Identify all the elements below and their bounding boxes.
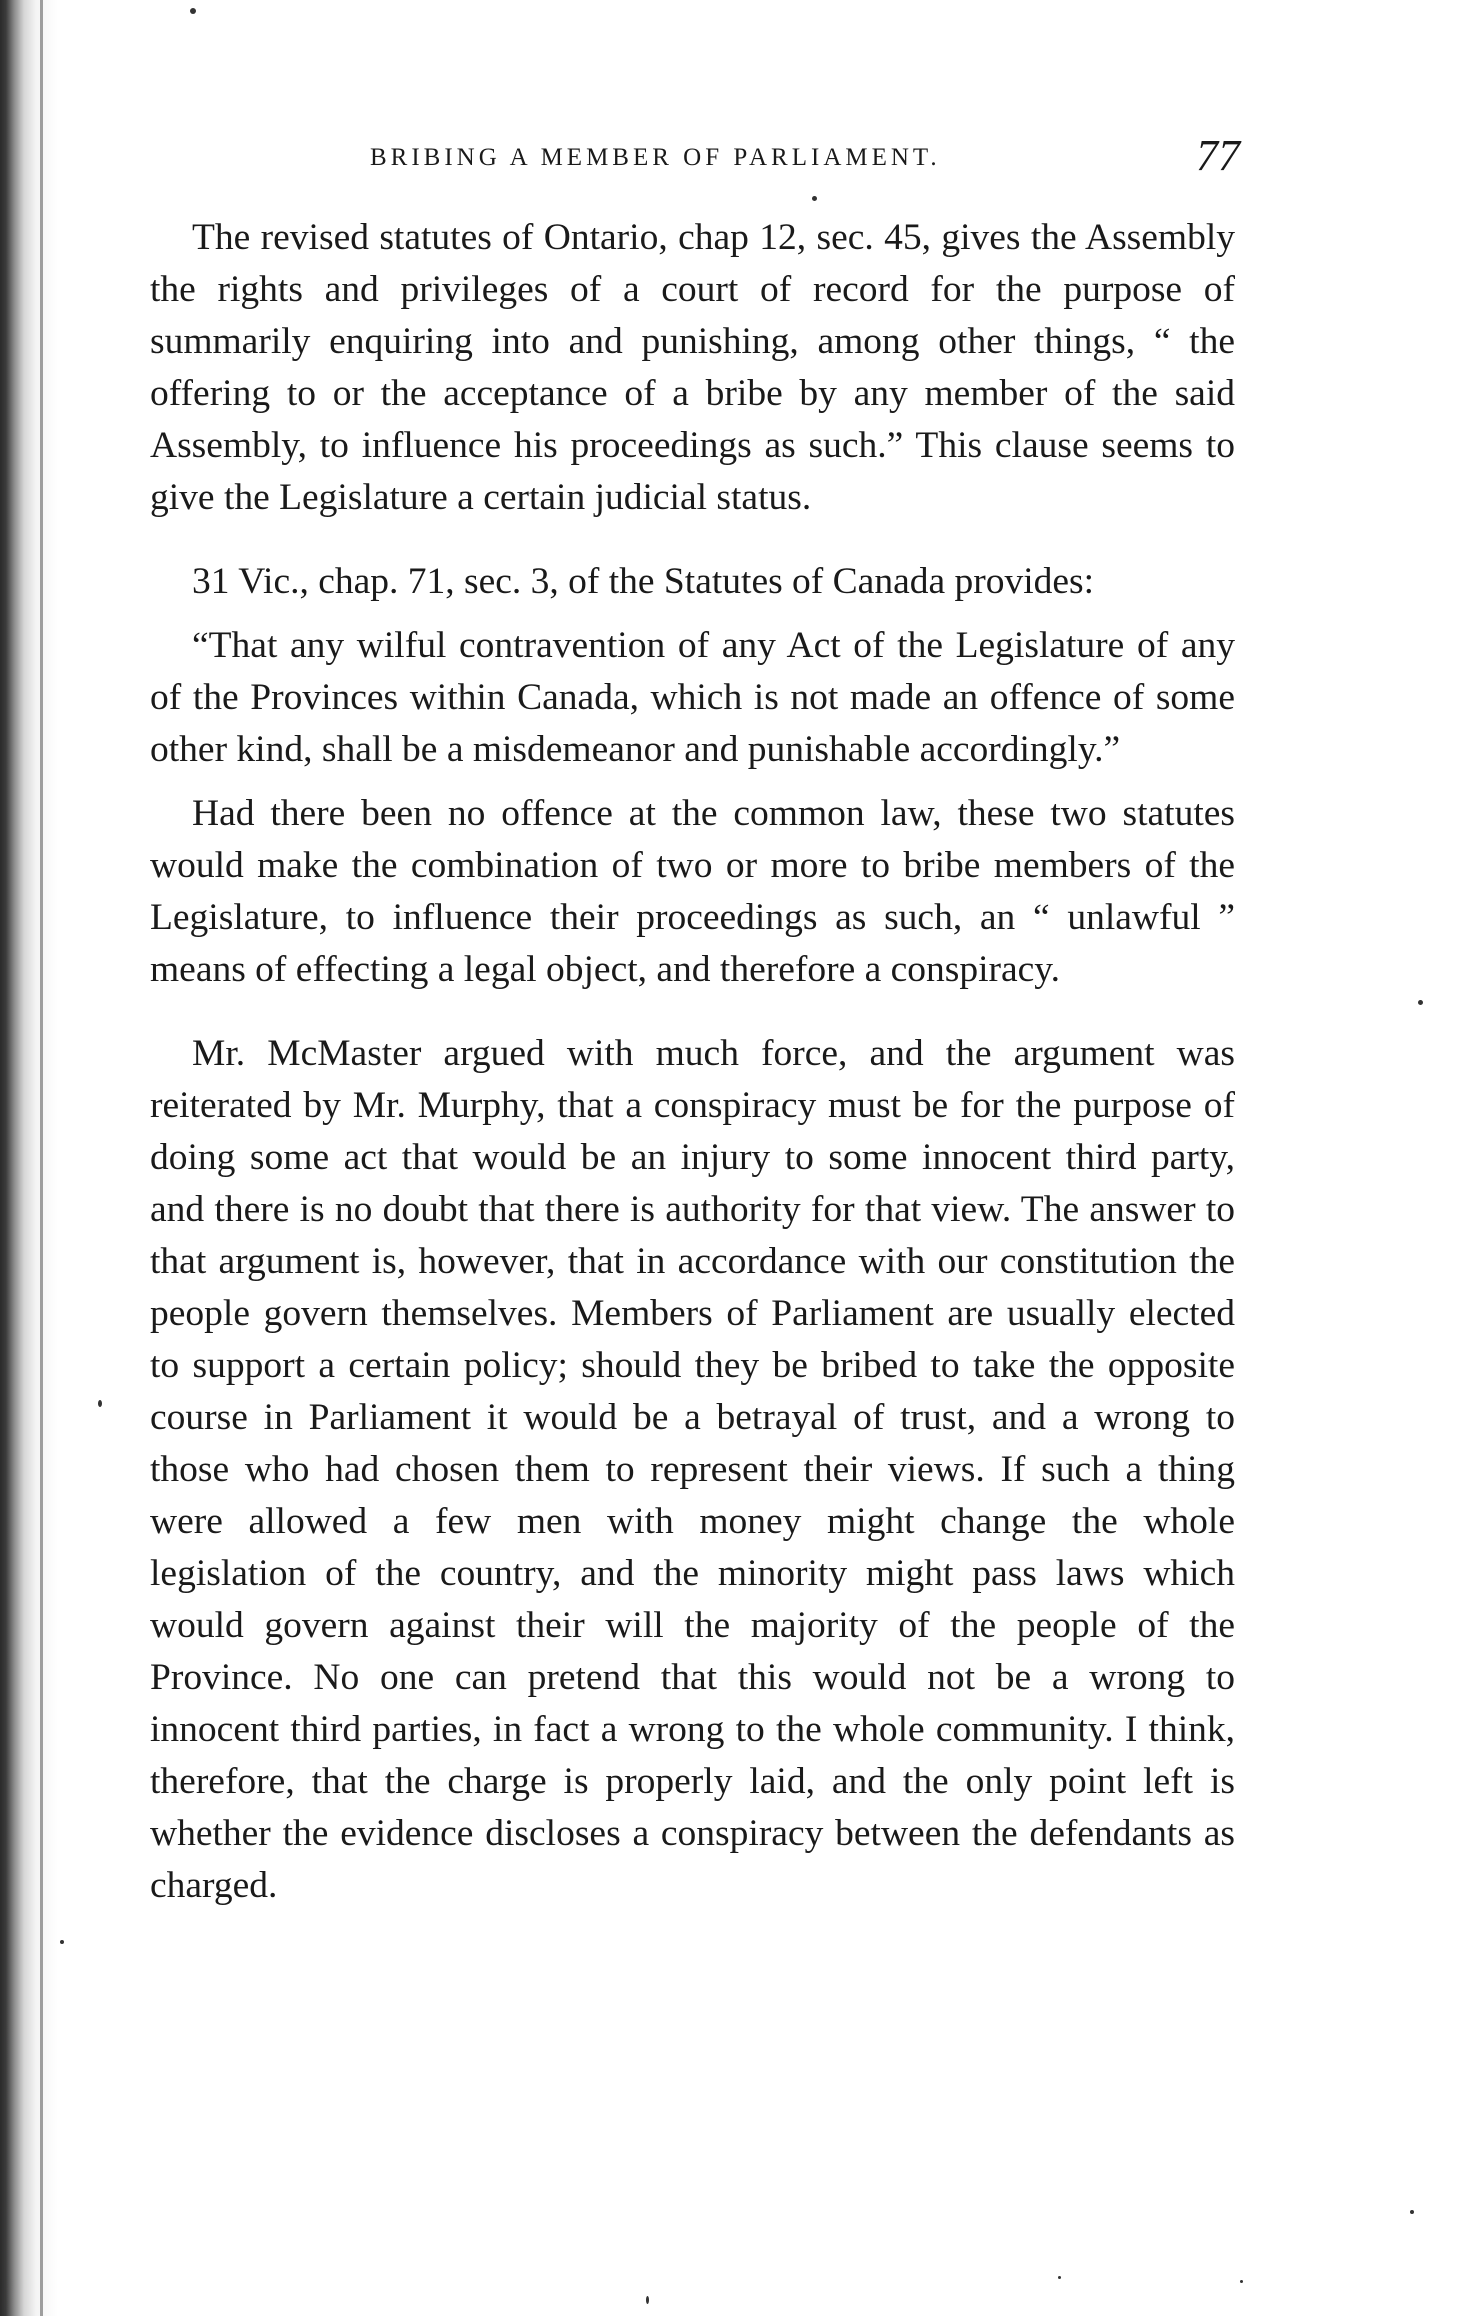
paragraph-ontario-statutes: The revised statutes of Ontario, chap 12, sec. 45, gives the Assembly the rights and privileges of a court of record for the purpose of summarily enquiring into and punishing, among other things, “ the offering to or the acceptance of a bribe by any member of the said Assembly, to influence his proceedings as such.” This clause seems to give the Legislature a certain judicial status. [150, 217, 1235, 518]
scan-speck [1240, 2280, 1243, 2283]
scan-speck [1410, 2210, 1414, 2214]
book-page [140, 100, 1240, 2250]
paragraph-spacer [150, 608, 1235, 620]
paragraph-canada-statute-intro: 31 Vic., chap. 71, sec. 3, of the Statutes of Canada provides: [192, 561, 1095, 602]
paragraph-spacer [150, 524, 1235, 556]
scan-speck [646, 2296, 649, 2304]
paragraph-mcmaster-argument: Mr. McMaster argued with much force, and the argument was reiterated by Mr. Murphy, that a conspiracy must be for the purpose of doing some act that would be an injury to some innocent third party, and there is no doubt that there is authority for that view. The answer to that argument is, however, that in accordance with our constitution the people govern themselves. Members of Parliament are usually elected to support a certain policy; should they be bribed to take the opposite course in Parliament it would be a betrayal of trust, and a wrong to those who had chosen them to represent their views. If such a thing were allowed a few men with money might change the whole legislation of the country, and the minority might pass laws which would govern against their will the majority of the people of the Province. No one can pretend that this would not be a wrong to innocent third parties, in fact a wrong to the whole community. I think, therefore, that the charge is properly laid, and the only point left is whether the evidence discloses a conspiracy between the defendants as charged. [150, 1033, 1235, 1906]
running-head-title: BRIBING A MEMBER OF PARLIAMENT. [370, 144, 941, 171]
scan-speck [190, 8, 196, 14]
running-head [140, 130, 1240, 190]
page-binding-shadow [0, 0, 58, 2316]
scan-speck [98, 1400, 102, 1407]
paragraph-common-law: Had there been no offence at the common law, these two statutes would make the combination of two or more to bribe members of the Legislature, to influence their proceedings as such, an “ unlawful ” means of effecting a legal object, and therefore a conspiracy. [150, 793, 1235, 990]
text-body [150, 212, 1235, 1912]
page-binding-line [40, 0, 43, 2316]
paragraph-statute-quote: “That any wilful contravention of any Act of the Legislature of any of the Provinces within Canada, which is not made an offence of some other kind, shall be a misdemeanor and punishable accordingly.” [150, 625, 1235, 770]
paragraph-spacer [150, 996, 1235, 1028]
paragraph-spacer [150, 776, 1235, 788]
page-number: 77 [1196, 131, 1240, 180]
scan-speck [60, 1940, 64, 1944]
scan-speck [1058, 2276, 1061, 2279]
scan-speck [812, 196, 817, 201]
scan-speck [1418, 1000, 1423, 1005]
